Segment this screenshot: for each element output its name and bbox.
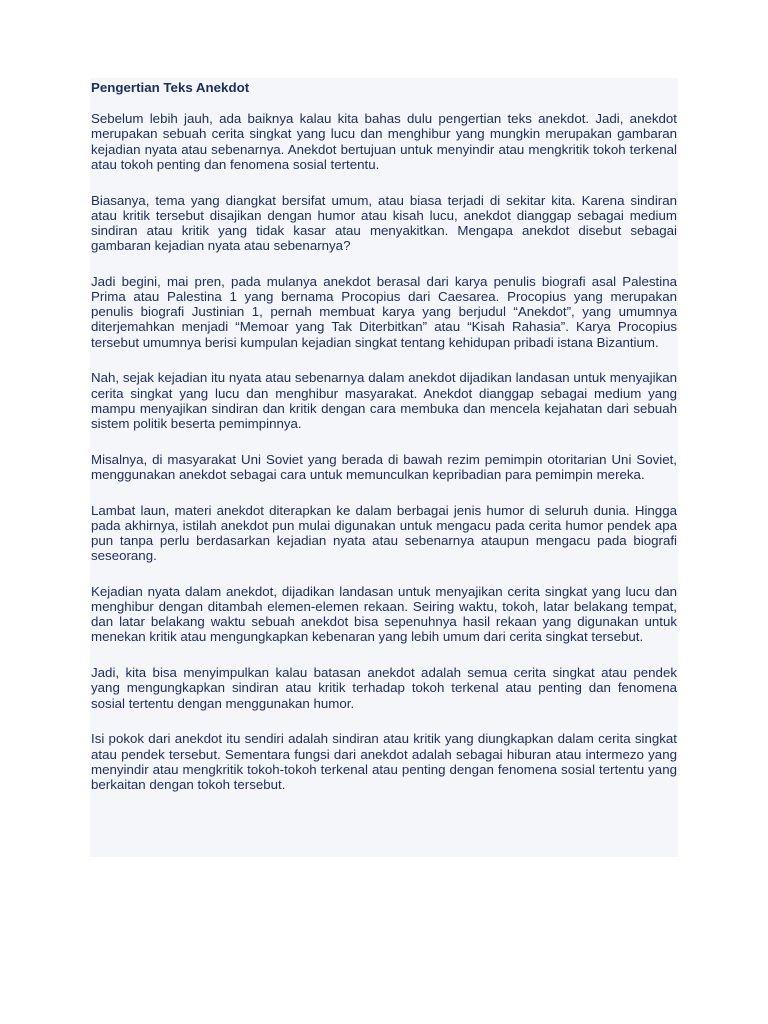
document-text-block (90, 78, 678, 857)
paragraph-3: Jadi begini, mai pren, pada mulanya anekdot berasal dari karya penulis biografi asal Palestina Prima atau Palestina 1 yang bernama Procopius dari Caesarea. Procopius yang merupakan penulis biografi Justinian 1, pernah membuat karya yang berjudul “Anekdot”, yang umumnya diterjemahkan menjadi “Memoar yang Tak Diterbitkan” atau “Kisah Rahasia”. Karya Procopius tersebut umumnya berisi kumpulan kejadian singkat tentang kehidupan pribadi istana Bizantium. (91, 273, 677, 350)
paragraph-1: Sebelum lebih jauh, ada baiknya kalau kita bahas dulu pengertian teks anekdot. Jadi, anekdot merupakan sebuah cerita singkat yang lucu dan menghibur yang mungkin merupakan gambaran kejadian nyata atau sebenarnya. Anekdot bertujuan untuk menyindir atau mengkritik tokoh terkenal atau tokoh penting dan fenomena sosial tertentu. (91, 111, 677, 172)
paragraph-6: Lambat laun, materi anekdot diterapkan ke dalam berbagai jenis humor di seluruh dunia. Hingga pada akhirnya, istilah anekdot pun mulai digunakan untuk mengacu pada cerita humor pendek apa pun tanpa perlu berdasarkan kejadian nyata atau sebenarnya ataupun mengacu pada biografi seseorang. (91, 502, 677, 564)
paragraph-5: Misalnya, di masyarakat Uni Soviet yang berada di bawah rezim pemimpin otoritarian Uni Soviet, menggunakan anekdot sebagai cara untuk memunculkan kepribadian para pemimpin mereka. (91, 451, 677, 482)
paragraph-8: Jadi, kita bisa menyimpulkan kalau batasan anekdot adalah semua cerita singkat atau pendek yang mengungkapkan sindiran atau kritik terhadap tokoh terkenal atau penting dan fenomena sosial tertentu dengan menggunakan humor. (91, 665, 677, 711)
paragraph-7: Kejadian nyata dalam anekdot, dijadikan landasan untuk menyajikan cerita singkat yang lucu dan menghibur dengan ditambah elemen-elemen rekaan. Seiring waktu, tokoh, latar belakang tempat, dan latar belakang waktu sebuah anekdot bisa sepenuhnya hasil rekaan yang digunakan untuk menekan kritik atau mengungkapkan kebenaran yang lebih umum dari cerita singkat tersebut. (91, 583, 677, 645)
paragraph-9: Isi pokok dari anekdot itu sendiri adalah sindiran atau kritik yang diungkapkan dalam cerita singkat atau pendek tersebut. Sementara fungsi dari anekdot adalah sebagai hiburan atau intermezo yang menyindir atau mengkritik tokoh-tokoh terkenal atau penting dengan fenomena sosial tertentu yang berkaitan dengan tokoh tersebut. (91, 731, 677, 792)
document-title: Pengertian Teks Anekdot (91, 80, 250, 95)
paragraph-2: Biasanya, tema yang diangkat bersifat umum, atau biasa terjadi di sekitar kita. Karena sindiran atau kritik tersebut disajikan dengan humor atau kisah lucu, anekdot dianggap sebagai medium sindiran atau kritik yang tidak kasar atau menyakitkan. Mengapa anekdot disebut sebagai gambaran kejadian nyata atau sebenarnya? (91, 192, 677, 254)
paragraph-4: Nah, sejak kejadian itu nyata atau sebenarnya dalam anekdot dijadikan landasan untuk menyajikan cerita singkat yang lucu dan menghibur masyarakat. Anekdot dianggap sebagai medium yang mampu menyajikan sindiran dan kritik dengan cara membuka dan mencela kejahatan dari sebuah sistem politik beserta pemimpinnya. (91, 370, 677, 431)
